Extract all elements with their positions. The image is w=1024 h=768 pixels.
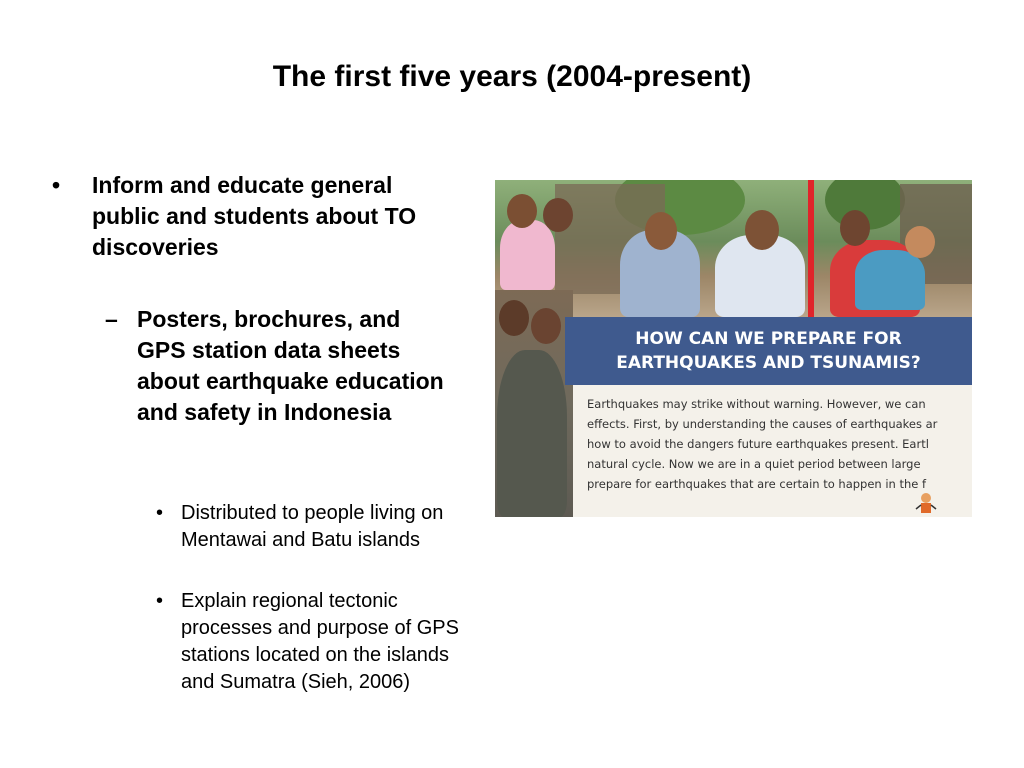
red-divider bbox=[808, 180, 814, 317]
poster-heading-line: EARTHQUAKES AND TSUNAMIS? bbox=[616, 353, 921, 373]
bullet-text: Explain regional tectonic processes and purpose of GPS stations located on the islands and Sumatra (Sieh, 2006) bbox=[181, 590, 459, 693]
bullet-marker: • bbox=[156, 590, 164, 612]
poster-body-line: Earthquakes may strike without warning. However, we can bbox=[587, 397, 926, 411]
dash-marker: – bbox=[105, 306, 118, 332]
bullet-level1 bbox=[52, 170, 462, 263]
bullet-level3 bbox=[156, 500, 476, 554]
slide-title: The first five years (2004-present) bbox=[272, 60, 752, 93]
poster-body-line: how to avoid the dangers future earthquakes present. Eartl bbox=[587, 437, 929, 451]
poster-banner bbox=[565, 317, 972, 385]
bullet-level2 bbox=[105, 304, 445, 428]
poster-image bbox=[495, 180, 972, 517]
cartoon-figure-icon bbox=[915, 492, 937, 517]
poster-body-text bbox=[587, 394, 972, 494]
poster-body-line: effects. First, by understanding the causes of earthquakes ar bbox=[587, 417, 938, 431]
bullet-marker: • bbox=[156, 502, 164, 524]
bullet-text: Distributed to people living on Mentawai and Batu islands bbox=[181, 502, 444, 551]
poster-heading-line: HOW CAN WE PREPARE FOR bbox=[635, 329, 902, 349]
bullet-level3 bbox=[156, 588, 476, 696]
bullet-text: Posters, brochures, and GPS station data sheets about earthquake education and safety in Indonesia bbox=[137, 306, 444, 425]
bullet-marker: • bbox=[52, 172, 61, 198]
poster-body-line: natural cycle. Now we are in a quiet period between large bbox=[587, 457, 921, 471]
poster-body-line: prepare for earthquakes that are certain to happen in the f bbox=[587, 477, 927, 491]
children-photo bbox=[495, 290, 573, 517]
bullet-text: Inform and educate general public and students about TO discoveries bbox=[92, 172, 417, 260]
